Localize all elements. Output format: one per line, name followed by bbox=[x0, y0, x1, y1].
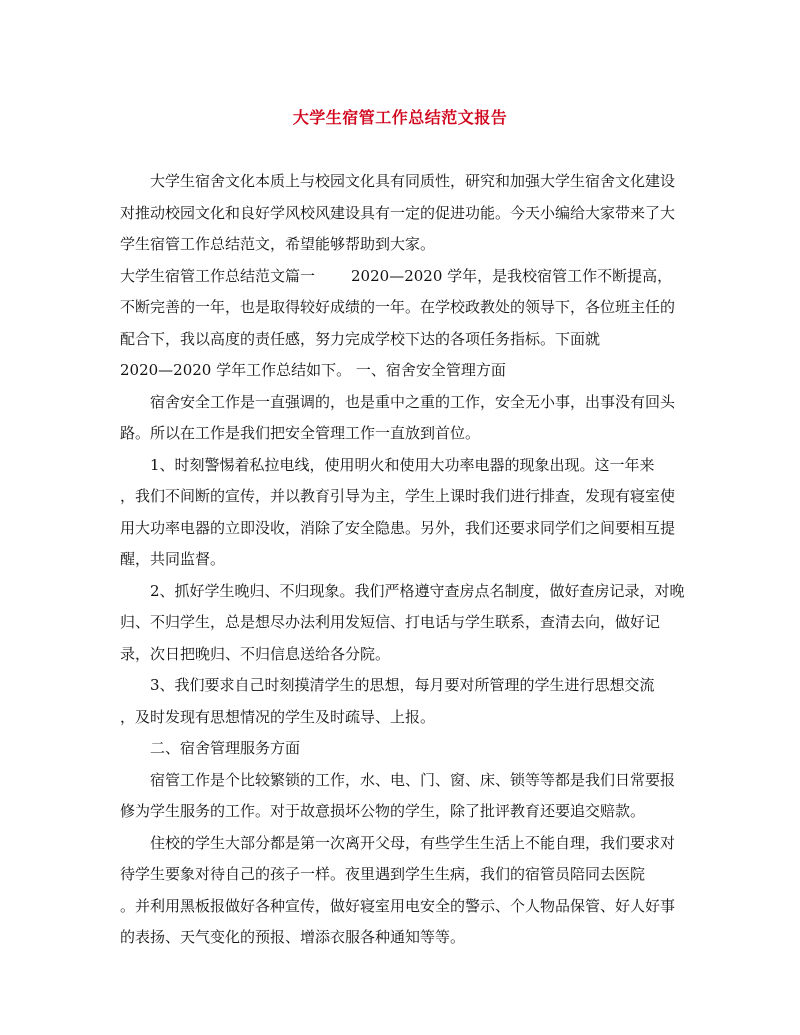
document-title: 大学生宿管工作总结范文报告 bbox=[292, 108, 508, 127]
document-body bbox=[120, 166, 686, 954]
service-paragraph: 宿管工作是个比较繁锁的工作，水、电、门、窗、床、锁等等都是我们日常要报修为学生服务的工作。对于故意损坏公物的学生，除了批评教育还要追交赔款。 bbox=[120, 770, 676, 820]
intro-paragraph: 大学生宿舍文化本质上与校园文化具有同质性，研究和加强大学生宿舍文化建设对推动校园文化和良好学风校风建设具有一定的促进功能。今天小编给大家带来了大学生宿管工作总结范文，希望能够帮助到大家。 bbox=[120, 172, 676, 253]
care-paragraph-continued: 。并利用黑板报做好各种宣传，做好寝室用电安全的警示、个人物品保管、好人好事的表扬、天气变化的预报、增添衣服各种通知等等。 bbox=[120, 896, 676, 946]
article-year-text: 2020—2020 学年，是我校宿管工作不断提高， bbox=[351, 266, 673, 285]
item3-paragraph: ，及时发现有思想情况的学生及时疏导、上报。 bbox=[120, 707, 436, 726]
care-paragraph: 住校的学生大部分都是第一次离开父母，有些学生生活上不能自理，我们要求对待学生要象对待自己的孩子一样。夜里遇到学生生病，我们的宿管员陪同去医院 bbox=[120, 833, 676, 883]
summary-line: 2020—2020 学年工作总结如下。 一、宿舍安全管理方面 bbox=[120, 361, 506, 379]
article-first-line bbox=[120, 261, 686, 293]
safety-paragraph: 宿舍安全工作是一直强调的，也是重中之重的工作，安全无小事，出事没有回头路。所以在工作是我们把安全管理工作一直放到首位。 bbox=[120, 392, 676, 442]
article-label: 大学生宿管工作总结范文篇一 bbox=[120, 266, 316, 285]
item1-first-line: 1、时刻警惕着私拉电线，使用明火和使用大功率电器的现象出现。这一年来 bbox=[150, 455, 655, 474]
item3-first-line: 3、我们要求自己时刻摸清学生的思想，每月要对所管理的学生进行思想交流 bbox=[150, 676, 655, 694]
item2-paragraph: 2、抓好学生晚归、不归现象。我们严格遵守查房点名制度，做好查房记录，对晚归、不归学生，总是想尽办法利用发短信、打电话与学生联系，查清去向，做好记录，次日把晚归、不归信息送给各分院。 bbox=[120, 581, 685, 663]
item1-paragraph: ，我们不间断的宣传，并以教育引导为主，学生上课时我们进行排查，发现有寝室使用大功率电器的立即没收，消除了安全隐患。另外，我们还要求同学们之间要相互提醒，共同监督。 bbox=[120, 487, 676, 568]
article-paragraph: 不断完善的一年，也是取得较好成绩的一年。在学校政教处的领导下，各位班主任的配合下，我以高度的责任感，努力完成学校下达的各项任务指标。下面就 bbox=[120, 298, 676, 348]
section-heading-service: 二、宿舍管理服务方面 bbox=[150, 739, 301, 757]
